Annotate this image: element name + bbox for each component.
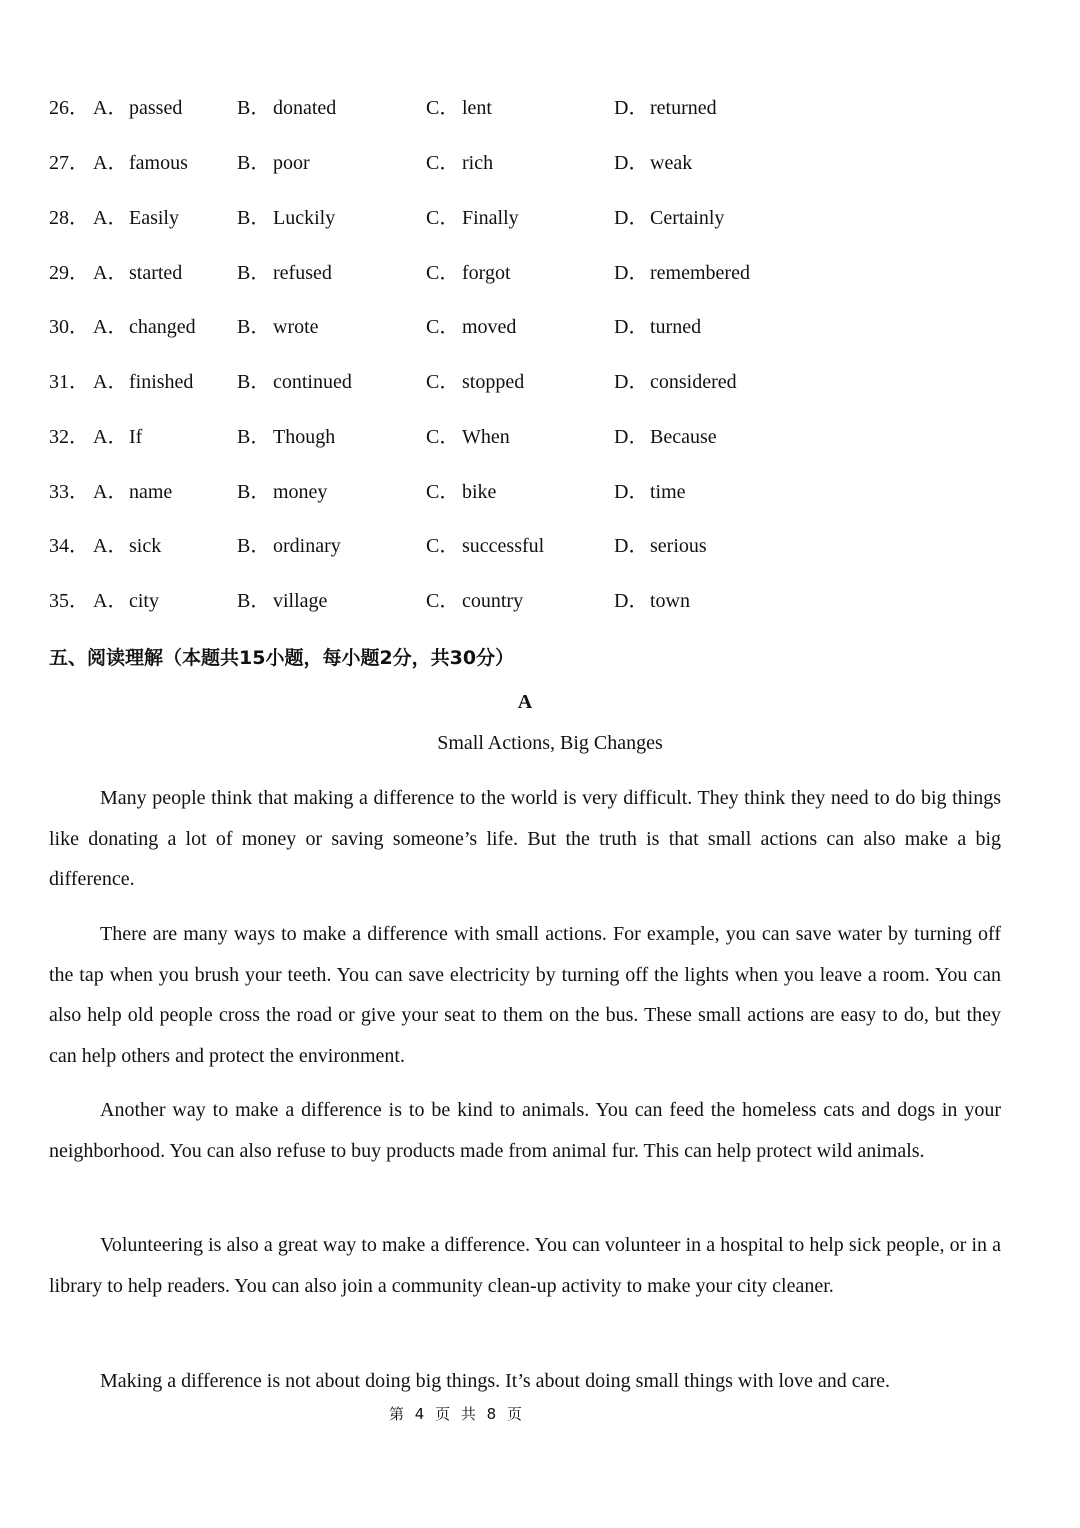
option-letter: A． xyxy=(93,207,128,229)
option-b xyxy=(237,581,327,621)
option-letter: A． xyxy=(93,590,128,612)
option-text: wrote xyxy=(273,316,319,338)
option-text: finished xyxy=(129,371,194,393)
option-letter: B． xyxy=(237,371,271,393)
option-a xyxy=(93,526,161,566)
question-number: 29． xyxy=(49,262,89,284)
option-letter: A． xyxy=(93,97,128,119)
option-letter: C． xyxy=(426,590,460,612)
option-a xyxy=(93,362,193,402)
option-text: passed xyxy=(129,97,183,119)
option-letter: A． xyxy=(93,316,128,338)
passage-label: A xyxy=(517,691,533,713)
option-text: rich xyxy=(462,152,494,174)
option-a xyxy=(93,307,196,347)
option-d xyxy=(614,88,717,128)
option-text: If xyxy=(129,426,143,448)
option-text: city xyxy=(129,590,159,612)
option-letter: B． xyxy=(237,481,271,503)
option-b xyxy=(237,88,336,128)
option-letter: C． xyxy=(426,535,460,557)
option-a xyxy=(93,88,182,128)
option-text: poor xyxy=(273,152,310,174)
option-c xyxy=(426,581,523,621)
option-letter: D． xyxy=(614,316,649,338)
option-b xyxy=(237,198,335,238)
option-text: Certainly xyxy=(650,207,725,229)
option-text: ordinary xyxy=(273,535,341,557)
option-letter: C． xyxy=(426,426,460,448)
option-text: continued xyxy=(273,371,352,393)
option-d xyxy=(614,198,724,238)
option-text: weak xyxy=(650,152,693,174)
option-a xyxy=(93,417,142,457)
option-text: forgot xyxy=(462,262,511,284)
option-letter: C． xyxy=(426,316,460,338)
option-b xyxy=(237,417,335,457)
option-text: moved xyxy=(462,316,517,338)
option-b xyxy=(237,362,352,402)
option-text: successful xyxy=(462,535,545,557)
option-letter: C． xyxy=(426,152,460,174)
option-c xyxy=(426,253,511,293)
option-letter: B． xyxy=(237,316,271,338)
option-text: sick xyxy=(129,535,162,557)
option-text: changed xyxy=(129,316,196,338)
option-c xyxy=(426,526,544,566)
option-letter: D． xyxy=(614,262,649,284)
option-c xyxy=(426,198,519,238)
option-d xyxy=(614,417,717,457)
option-d xyxy=(614,526,707,566)
passage-paragraph-4: Volunteering is also a great way to make a difference. You can volunteer in a hospital to help sick people, or in a library to help readers. You can also join a community clean-up activity to make your city cleaner. xyxy=(49,1234,1001,1297)
option-a xyxy=(93,581,159,621)
option-text: Finally xyxy=(462,207,519,229)
option-c xyxy=(426,88,492,128)
option-letter: D． xyxy=(614,535,649,557)
option-letter: D． xyxy=(614,97,649,119)
option-c xyxy=(426,417,510,457)
option-text: village xyxy=(273,590,328,612)
option-b xyxy=(237,472,327,512)
option-text: serious xyxy=(650,535,707,557)
section-heading: 五、阅读理解（本题共15小题，每小题2分，共30分） xyxy=(49,647,515,669)
option-c xyxy=(426,362,524,402)
option-text: remembered xyxy=(650,262,750,284)
passage-paragraph-2: There are many ways to make a difference with small actions. For example, you can save water by turning off the tap when you brush your teeth. You can save electricity by turning off the lights when you leave a room. You can also help old people cross the road or give your seat to them on the bus. These small actions are easy to do, but they can help others and protect the environment. xyxy=(49,923,1001,1067)
option-letter: C． xyxy=(426,481,460,503)
passage-title: Small Actions, Big Changes xyxy=(437,732,663,754)
question-number: 31． xyxy=(49,371,89,393)
option-text: Though xyxy=(273,426,336,448)
option-d xyxy=(614,253,750,293)
option-letter: C． xyxy=(426,371,460,393)
option-text: famous xyxy=(129,152,188,174)
page-number-footer: 第 4 页 共 8 页 xyxy=(389,1405,525,1423)
option-letter: C． xyxy=(426,207,460,229)
option-a xyxy=(93,143,188,183)
option-text: time xyxy=(650,481,686,503)
option-letter: A． xyxy=(93,371,128,393)
option-letter: C． xyxy=(426,97,460,119)
passage-paragraph-5: Making a difference is not about doing big things. It’s about doing small things with love and care. xyxy=(100,1370,891,1392)
option-a xyxy=(93,253,182,293)
option-text: refused xyxy=(273,262,332,284)
option-d xyxy=(614,472,686,512)
option-text: bike xyxy=(462,481,497,503)
option-text: Because xyxy=(650,426,717,448)
option-letter: B． xyxy=(237,426,271,448)
option-text: stopped xyxy=(462,371,525,393)
option-text: Easily xyxy=(129,207,179,229)
option-letter: A． xyxy=(93,262,128,284)
passage-paragraph-1: Many people think that making a difference to the world is very difficult. They think they need to do big things like donating a lot of money or saving someone’s life. But the truth is that small actions can also make a big difference. xyxy=(49,787,1001,890)
question-number: 26． xyxy=(49,97,89,119)
option-d xyxy=(614,307,701,347)
option-letter: A． xyxy=(93,426,128,448)
option-text: considered xyxy=(650,371,737,393)
option-text: turned xyxy=(650,316,702,338)
passage-paragraph-3: Another way to make a difference is to be kind to animals. You can feed the homeless cats and dogs in your neighborhood. You can also refuse to buy products made from animal fur. This can help protect wild animals. xyxy=(49,1099,1001,1162)
option-letter: D． xyxy=(614,371,649,393)
option-letter: B． xyxy=(237,97,271,119)
option-letter: A． xyxy=(93,152,128,174)
option-letter: D． xyxy=(614,481,649,503)
option-c xyxy=(426,307,516,347)
option-letter: D． xyxy=(614,590,649,612)
option-c xyxy=(426,472,496,512)
option-d xyxy=(614,581,690,621)
question-number: 27． xyxy=(49,152,89,174)
option-letter: B． xyxy=(237,535,271,557)
option-text: started xyxy=(129,262,183,284)
option-text: money xyxy=(273,481,328,503)
question-number: 34． xyxy=(49,535,89,557)
question-number: 28． xyxy=(49,207,89,229)
option-d xyxy=(614,362,737,402)
option-letter: D． xyxy=(614,152,649,174)
option-a xyxy=(93,198,179,238)
option-text: country xyxy=(462,590,524,612)
option-b xyxy=(237,253,332,293)
option-letter: D． xyxy=(614,426,649,448)
option-letter: B． xyxy=(237,590,271,612)
option-letter: A． xyxy=(93,535,128,557)
option-d xyxy=(614,143,692,183)
question-number: 35． xyxy=(49,590,89,612)
option-text: returned xyxy=(650,97,717,119)
option-letter: A． xyxy=(93,481,128,503)
option-text: Luckily xyxy=(273,207,336,229)
option-a xyxy=(93,472,172,512)
option-c xyxy=(426,143,493,183)
option-letter: C． xyxy=(426,262,460,284)
question-number: 32． xyxy=(49,426,89,448)
option-b xyxy=(237,307,319,347)
option-text: lent xyxy=(462,97,492,119)
option-letter: B． xyxy=(237,207,271,229)
question-number: 30． xyxy=(49,316,89,338)
option-letter: B． xyxy=(237,152,271,174)
option-text: When xyxy=(462,426,510,448)
option-text: donated xyxy=(273,97,337,119)
option-text: town xyxy=(650,590,690,612)
option-letter: B． xyxy=(237,262,271,284)
question-number: 33． xyxy=(49,481,89,503)
option-b xyxy=(237,143,310,183)
option-b xyxy=(237,526,341,566)
option-text: name xyxy=(129,481,173,503)
option-letter: D． xyxy=(614,207,649,229)
